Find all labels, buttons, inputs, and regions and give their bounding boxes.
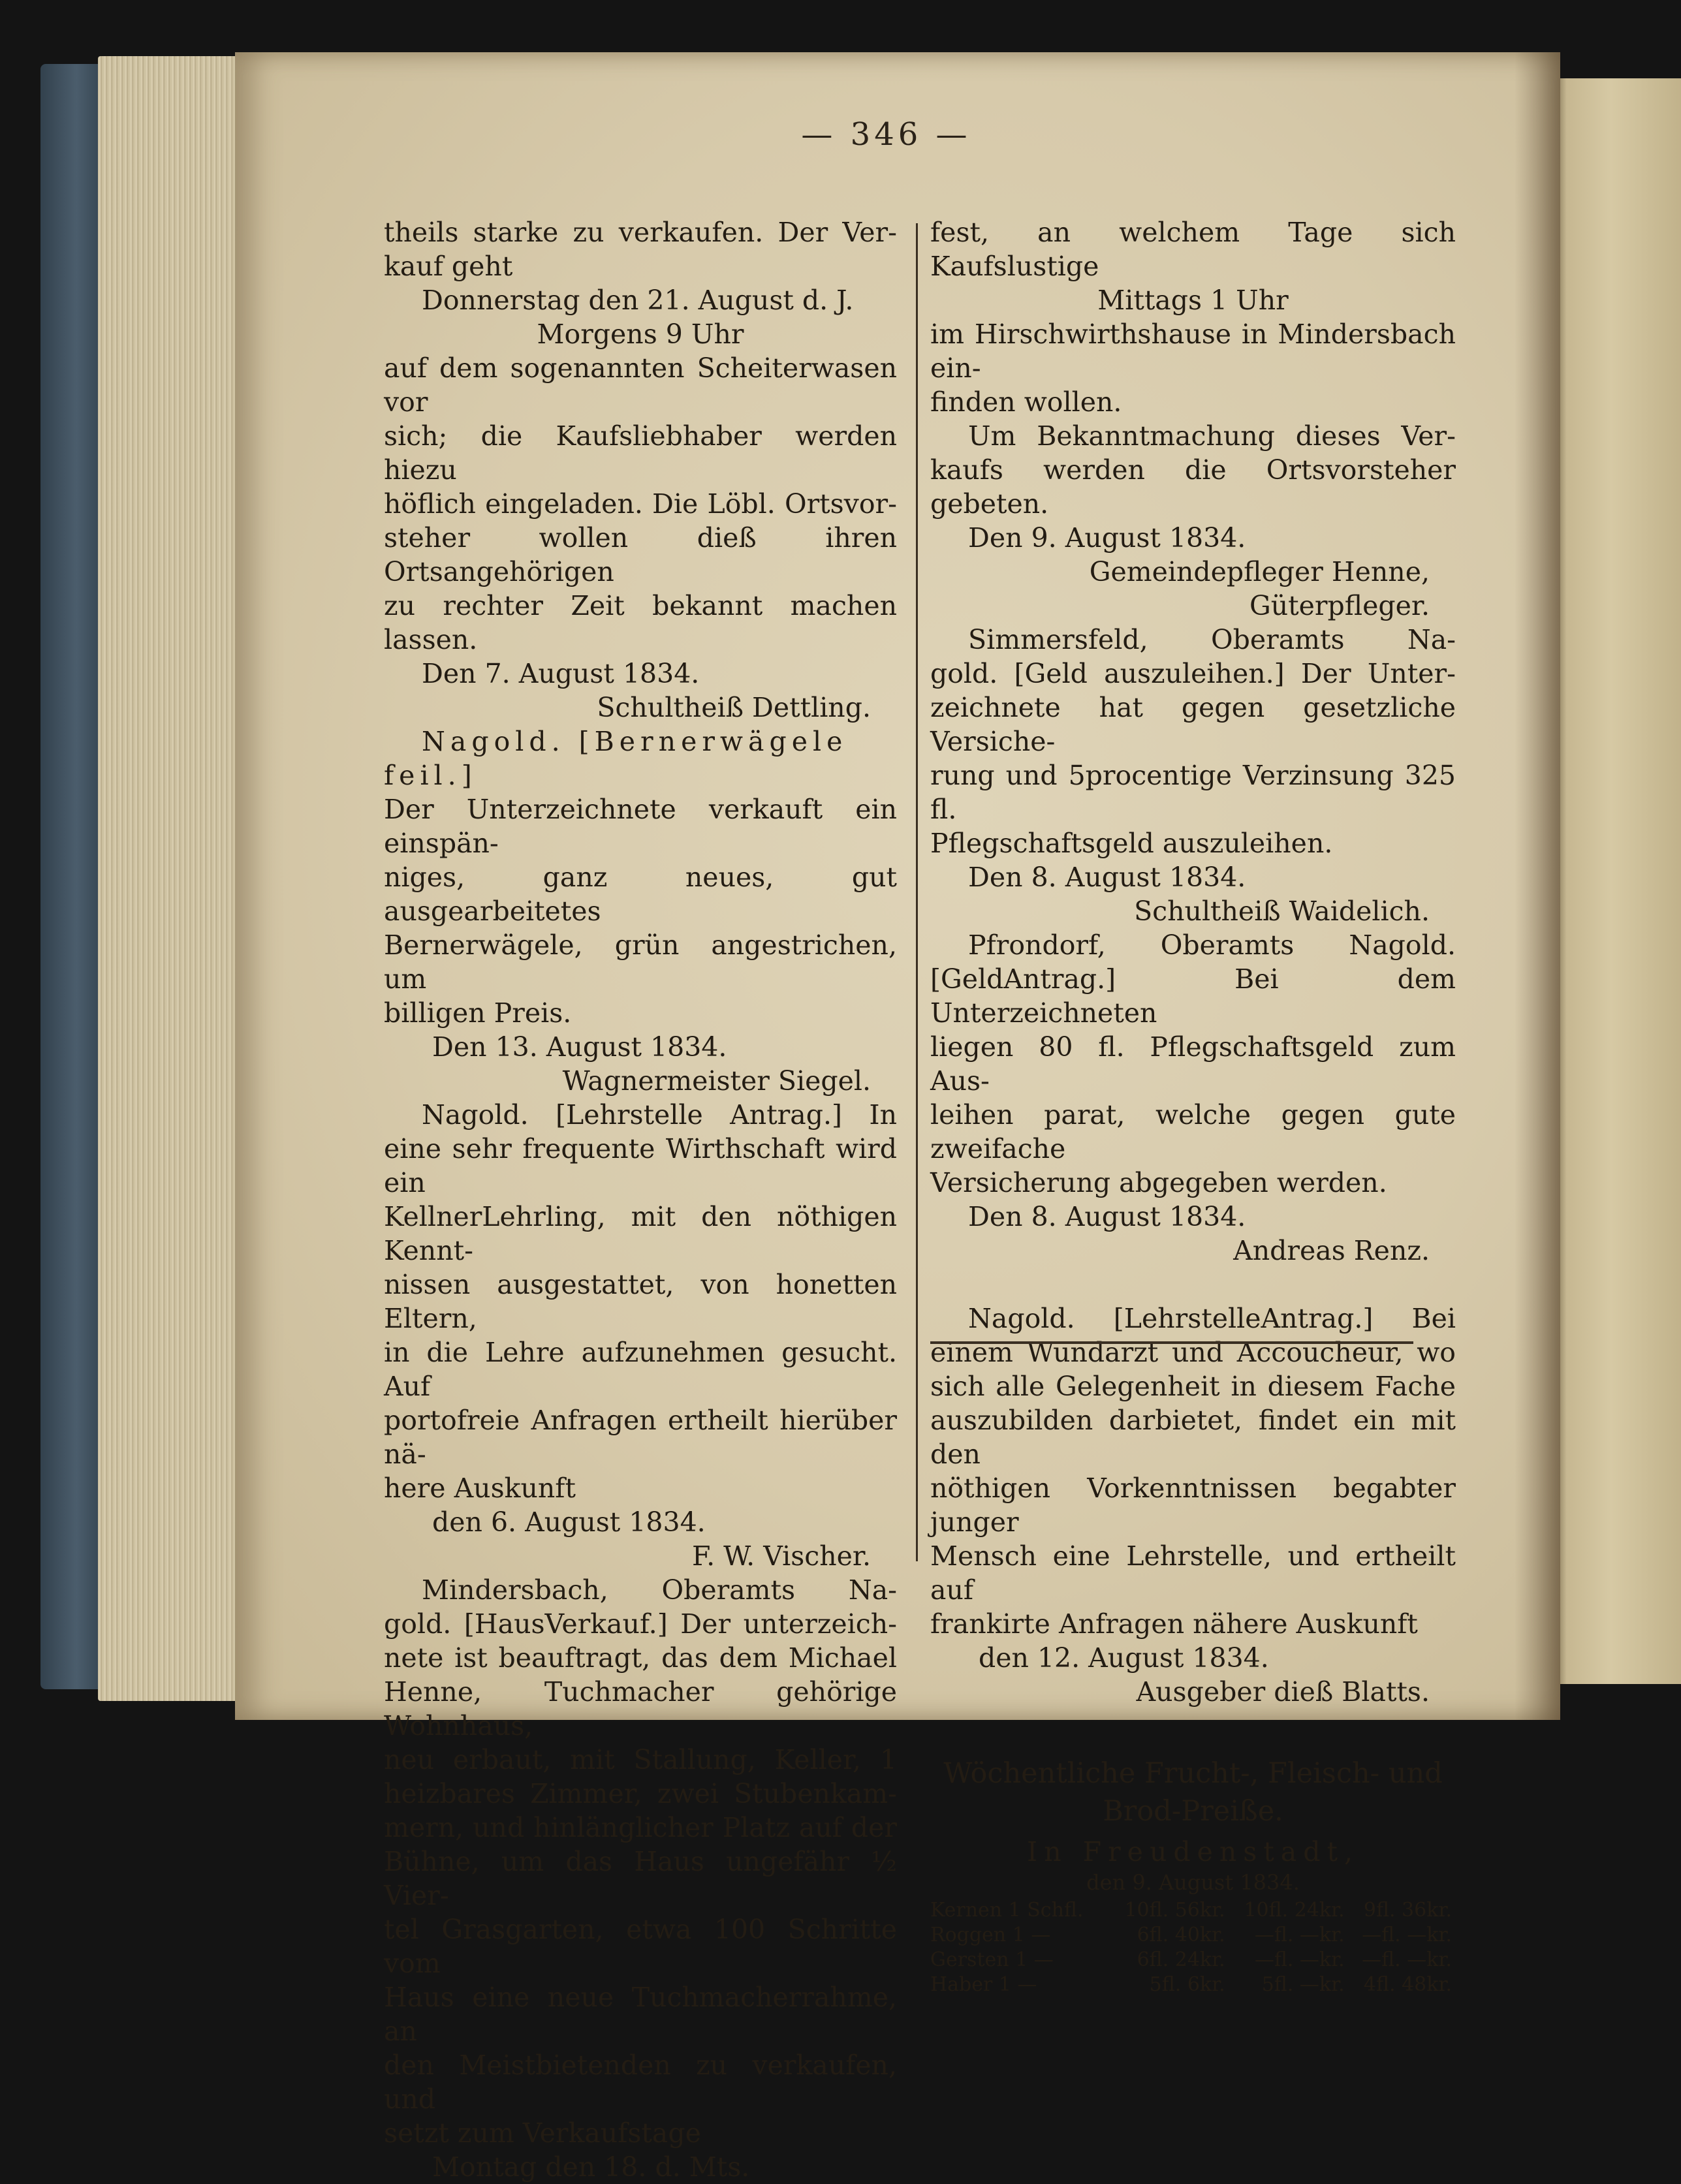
text-line: Pflegschaftsgeld auszuleihen.	[930, 828, 1333, 859]
next-page-edge	[1554, 78, 1681, 1684]
text-line: niges, ganz neues, gut ausgearbeitetes	[384, 862, 897, 927]
text-line: nissen ausgestattet, von honetten Eltern,	[384, 1269, 897, 1334]
signature-line: F. W. Vischer.	[692, 1540, 871, 1572]
signature-line: Ausgeber dieß Blatts.	[1136, 1676, 1430, 1708]
text-line: finden wollen.	[930, 386, 1122, 418]
text-line: here Auskunft	[384, 1473, 576, 1504]
grain-cell: Kernen 1 Schfl.	[930, 1899, 1084, 1922]
text-line: nöthigen Vorkenntnissen begabter junger	[930, 1473, 1456, 1538]
column-divider	[916, 223, 918, 1561]
spacer	[930, 1709, 1456, 1755]
spacer	[930, 1268, 1456, 1302]
text-line: Mensch eine Lehrstelle, und ertheilt auf	[930, 1540, 1456, 1606]
text-line: gold. [Geld auszuleihen.] Der Unter-	[930, 658, 1456, 689]
price-cell: 5fl. 6kr.	[1149, 1973, 1225, 1996]
table-row	[930, 1973, 1456, 1997]
notice-heading: Nagold. [LehrstelleAntrag.] Bei	[968, 1303, 1456, 1334]
text-line: Morgens 9 Uhr	[537, 319, 744, 350]
text-line: heizbares Zimmer, zwei Stubenkam-	[384, 1778, 897, 1809]
price-section	[930, 1755, 1456, 1997]
price-cell: 10fl. 24kr.	[1244, 1899, 1345, 1922]
price-cell: —fl. —kr.	[1254, 1924, 1345, 1946]
text-line: tel Grasgarten, etwa 100 Schritte vom	[384, 1914, 897, 1979]
text-line: rung und 5procentige Verzinsung 325 fl.	[930, 760, 1456, 825]
text-line: auszubilden darbietet, findet ein mit den	[930, 1405, 1456, 1470]
text-line: Montag den 18. d. Mts.	[432, 2151, 750, 2183]
grain-cell: Roggen 1 —	[930, 1924, 1051, 1946]
text-line: sich; die Kaufsliebhaber werden hiezu	[384, 420, 897, 486]
date-line: den 6. August 1834.	[432, 1506, 706, 1538]
text-line: Mittags 1 Uhr	[1097, 285, 1289, 316]
signature-line: Schultheiß Waidelich.	[1134, 896, 1430, 927]
price-title: Wöchentliche Frucht-, Fleisch- und	[943, 1757, 1443, 1790]
signature-line: Güterpfleger.	[1249, 590, 1430, 621]
notice-heading: Nagold. [Lehrstelle Antrag.] In	[422, 1099, 897, 1131]
price-cell: 6fl. 24kr.	[1137, 1948, 1225, 1971]
price-cell: 10fl. 56kr.	[1124, 1899, 1225, 1922]
text-line: mern, und hinlänglicher Platz auf der	[384, 1812, 897, 1843]
signature-line: Wagnermeister Siegel.	[562, 1065, 871, 1097]
price-place: In Freudenstadt,	[1027, 1836, 1359, 1867]
text-line: Henne, Tuchmacher gehörige Wohnhaus,	[384, 1676, 897, 1741]
text-line: höflich eingeladen. Die Löbl. Ortsvor-	[384, 488, 897, 520]
text-line: eine sehr frequente Wirthschaft wird ein	[384, 1133, 897, 1198]
text-line: steher wollen dieß ihren Ortsangehörigen	[384, 522, 897, 587]
date-line: den 12. August 1834.	[979, 1642, 1269, 1674]
signature-line: Schultheiß Dettling.	[597, 692, 871, 723]
text-line: neu erbaut, mit Stallung, Keller, 1	[384, 1744, 897, 1775]
price-date: den 9. August 1834.	[1086, 1870, 1300, 1895]
text-line: Bernerwägele, grün angestrichen, um	[384, 929, 897, 995]
gutter-shadow	[1515, 52, 1560, 1720]
price-title: Brod-Preiße.	[1103, 1795, 1283, 1828]
text-line: Donnerstag den 21. August d. J.	[422, 285, 854, 316]
text-line: nete ist beauftragt, das dem Michael	[384, 1642, 897, 1674]
notice-heading: Pfrondorf, Oberamts Nagold.	[968, 929, 1456, 961]
notice-heading: Mindersbach, Oberamts Na-	[422, 1574, 897, 1606]
grain-cell: Haber 1 —	[930, 1973, 1037, 1996]
price-cell: —fl. —kr.	[1362, 1948, 1452, 1971]
text-line: portofreie Anfragen ertheilt hierüber nä-	[384, 1405, 897, 1470]
right-column	[930, 215, 1456, 1997]
notice-heading: Simmersfeld, Oberamts Na-	[968, 624, 1456, 655]
text-line: leihen parat, welche gegen gute zweifache	[930, 1099, 1456, 1164]
text-line: einem Wundarzt und Accoucheur, wo	[930, 1337, 1456, 1368]
grain-cell: Gersten 1 —	[930, 1948, 1054, 1971]
signature-line: Gemeindepfleger Henne,	[1089, 556, 1430, 587]
text-line: billigen Preis.	[384, 997, 572, 1029]
text-line: Um Bekanntmachung dieses Ver-	[968, 420, 1456, 452]
text-line: frankirte Anfragen nähere Auskunft	[930, 1608, 1418, 1640]
signature-line: Andreas Renz.	[1233, 1235, 1430, 1266]
price-table	[930, 1898, 1456, 1997]
text-line: KellnerLehrling, mit den nöthigen Kennt-	[384, 1201, 897, 1266]
price-cell: 5fl. —kr.	[1261, 1973, 1345, 1996]
date-line: Den 13. August 1834.	[432, 1031, 727, 1063]
price-cell: 9fl. 36kr.	[1363, 1899, 1452, 1922]
text-line: Der Unterzeichnete verkauft ein einspän-	[384, 794, 897, 859]
text-line: kaufs werden die Ortsvorsteher gebeten.	[930, 454, 1456, 520]
text-line: fest, an welchem Tage sich Kaufslustige	[930, 217, 1456, 282]
text-line: kauf geht	[384, 251, 513, 282]
text-line: zu rechter Zeit bekannt machen lassen.	[384, 590, 897, 655]
text-line: [GeldAntrag.] Bei dem Unterzeichneten	[930, 963, 1456, 1029]
text-line: Haus eine neue Tuchmacherrahme, an	[384, 1982, 897, 2047]
text-line: in die Lehre aufzunehmen gesucht. Auf	[384, 1337, 897, 1402]
page-edges	[98, 56, 255, 1701]
date-line: Den 7. August 1834.	[422, 658, 700, 689]
text-line: theils starke zu verkaufen. Der Ver-	[384, 217, 897, 248]
price-cell: 6fl. 40kr.	[1137, 1924, 1225, 1946]
text-line: auf dem sogenannten Scheiterwasen vor	[384, 352, 897, 418]
notice-heading: Nagold. [Bernerwägele feil.]	[384, 726, 848, 791]
price-cell: —fl. —kr.	[1362, 1924, 1452, 1946]
table-row	[930, 1923, 1456, 1948]
price-cell: 4fl. 48kr.	[1363, 1973, 1452, 1996]
text-line: im Hirschwirthshause in Mindersbach ein-	[930, 319, 1456, 384]
price-cell: —fl. —kr.	[1254, 1948, 1345, 1971]
table-row	[930, 1898, 1456, 1923]
left-column	[384, 215, 897, 2184]
text-line: zeichnete hat gegen gesetzliche Versiche-	[930, 692, 1456, 757]
text-line: den Meistbietenden zu verkaufen, und	[384, 2050, 897, 2115]
date-line: Den 8. August 1834.	[968, 862, 1246, 893]
text-line: sich alle Gelegenheit in diesem Fache	[930, 1371, 1456, 1402]
date-line: Den 8. August 1834.	[968, 1201, 1246, 1232]
text-line: setzt zum Verkaufstage	[384, 2117, 701, 2149]
table-row	[930, 1948, 1456, 1973]
text-line: gold. [HausVerkauf.] Der unterzeich-	[384, 1608, 897, 1640]
section-rule	[930, 1341, 1413, 1344]
page-number: — 346 —	[801, 116, 971, 153]
text-line: Bühne, um das Haus ungefähr ½ Vier-	[384, 1846, 897, 1911]
date-line: Den 9. August 1834.	[968, 522, 1246, 554]
text-line: liegen 80 fl. Pflegschaftsgeld zum Aus-	[930, 1031, 1456, 1097]
text-line: Versicherung abgegeben werden.	[930, 1167, 1387, 1198]
